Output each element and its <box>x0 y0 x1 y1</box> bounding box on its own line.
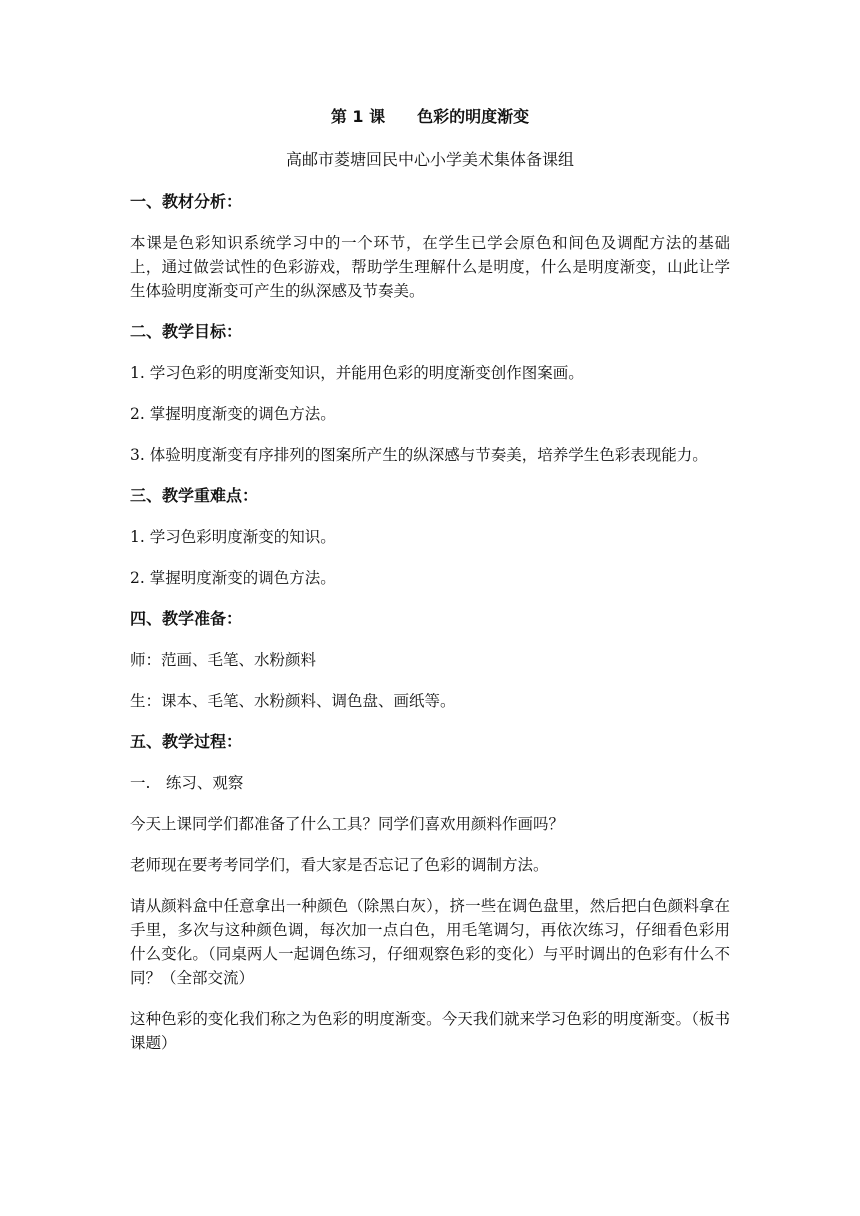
paragraph: 2. 掌握明度渐变的调色方法。 <box>130 405 336 423</box>
document-body <box>130 190 730 1072</box>
section-heading-preparation: 四、教学准备： <box>130 609 243 628</box>
paragraph: 1. 学习色彩明度渐变的知识。 <box>130 528 336 546</box>
section-heading-objectives: 二、教学目标： <box>130 322 243 341</box>
paragraph: 今天上课同学们都准备了什么工具？同学们喜欢用颜料作画吗？ <box>130 815 565 833</box>
paragraph: 请从颜料盒中任意拿出一种颜色（除黑白灰），挤一些在调色盘里，然后把白色颜料拿在手里，多次与这种颜色调，每次加一点白色，用毛笔调匀，再依次练习，仔细看色彩用什么变化。（同桌两人一起调色练习，仔细观察色彩的变化）与平时调出的色彩有什么不同？（全部交流） <box>130 897 730 987</box>
section-heading-key-points: 三、教学重难点： <box>130 486 259 505</box>
page-subtitle: 高邮市菱塘回民中心小学美术集体备课组 <box>285 150 574 169</box>
paragraph: 3. 体验明度渐变有序排列的图案所产生的纵深感与节奏美，培养学生色彩表现能力。 <box>130 446 708 464</box>
paragraph: 本课是色彩知识系统学习中的一个环节，在学生已学会原色和间色及调配方法的基础上，通过做尝试性的色彩游戏，帮助学生理解什么是明度，什么是明度渐变，山此让学生体验明度渐变可产生的纵深感及节奏美。 <box>130 234 730 300</box>
paragraph: 一. 练习、观察 <box>130 774 244 792</box>
paragraph: 师：范画、毛笔、水粉颜料 <box>130 651 317 669</box>
paragraph: 2. 掌握明度渐变的调色方法。 <box>130 569 336 587</box>
paragraph: 这种色彩的变化我们称之为色彩的明度渐变。今天我们就来学习色彩的明度渐变。（板书课题） <box>130 1010 730 1052</box>
paragraph: 1. 学习色彩的明度渐变知识，并能用色彩的明度渐变创作图案画。 <box>130 364 584 382</box>
paragraph: 老师现在要考考同学们，看大家是否忘记了色彩的调制方法。 <box>130 856 549 874</box>
page-title: 第 1 课 色彩的明度渐变 <box>330 107 530 126</box>
section-heading-analysis: 一、教材分析： <box>130 192 243 211</box>
paragraph: 生：课本、毛笔、水粉颜料、调色盘、画纸等。 <box>130 692 456 710</box>
section-heading-process: 五、教学过程： <box>130 732 243 751</box>
